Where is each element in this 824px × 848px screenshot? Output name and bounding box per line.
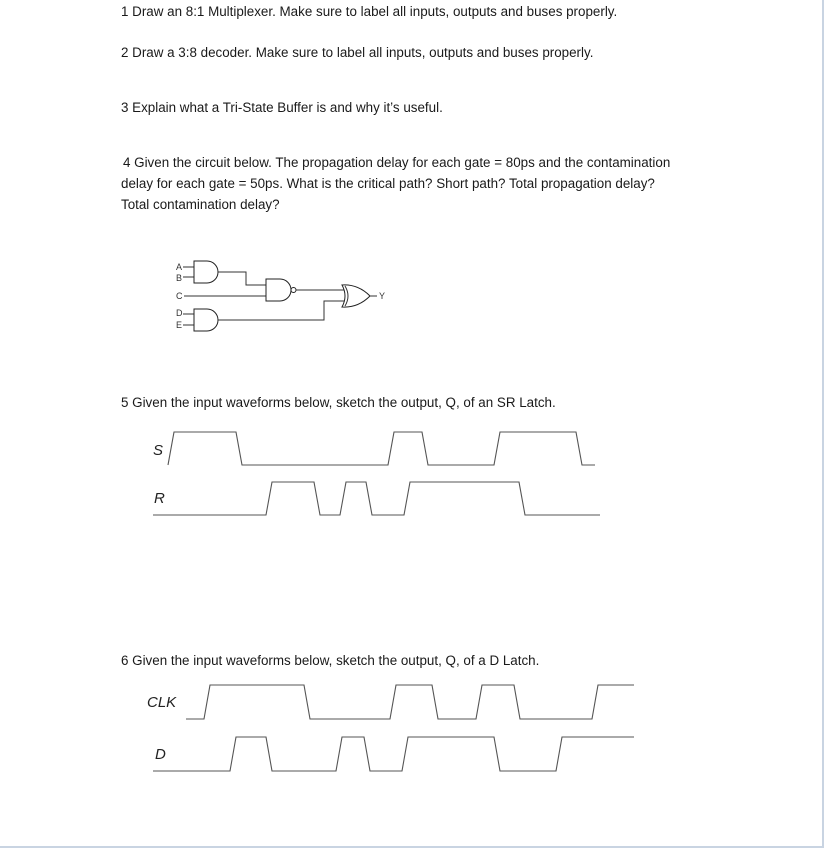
question-5: 5 Given the input waveforms below, sketch the output, Q, of an SR Latch. <box>121 395 556 410</box>
s-signal-label: S <box>153 442 164 459</box>
clk-waveform <box>186 685 634 719</box>
d-waveform <box>153 737 634 771</box>
d-signal-label: D <box>155 746 166 763</box>
question-4-line-3: Total contamination delay? <box>121 197 280 212</box>
input-a-label: A <box>176 262 183 272</box>
input-d-label: D <box>176 308 183 318</box>
question-1: 1 Draw an 8:1 Multiplexer. Make sure to label all inputs, outputs and buses properly. <box>121 4 618 19</box>
question-4-line-1: 4 Given the circuit below. The propagation delay for each gate = 80ps and the contamination <box>123 155 671 170</box>
question-3: 3 Explain what a Tri-State Buffer is and why it’s useful. <box>121 100 443 115</box>
r-signal-label: R <box>154 490 165 507</box>
input-e-label: E <box>176 320 183 330</box>
question-6: 6 Given the input waveforms below, sketch the output, Q, of a D Latch. <box>121 653 540 668</box>
clk-signal-label: CLK <box>147 694 177 711</box>
output-y-label: Y <box>379 291 386 301</box>
input-b-label: B <box>176 273 183 283</box>
input-c-label: C <box>176 291 183 301</box>
question-2: 2 Draw a 3:8 decoder. Make sure to label all inputs, outputs and buses properly. <box>121 45 594 60</box>
question-4-line-2: delay for each gate = 50ps. What is the critical path? Short path? Total propagation delay? <box>121 176 655 191</box>
